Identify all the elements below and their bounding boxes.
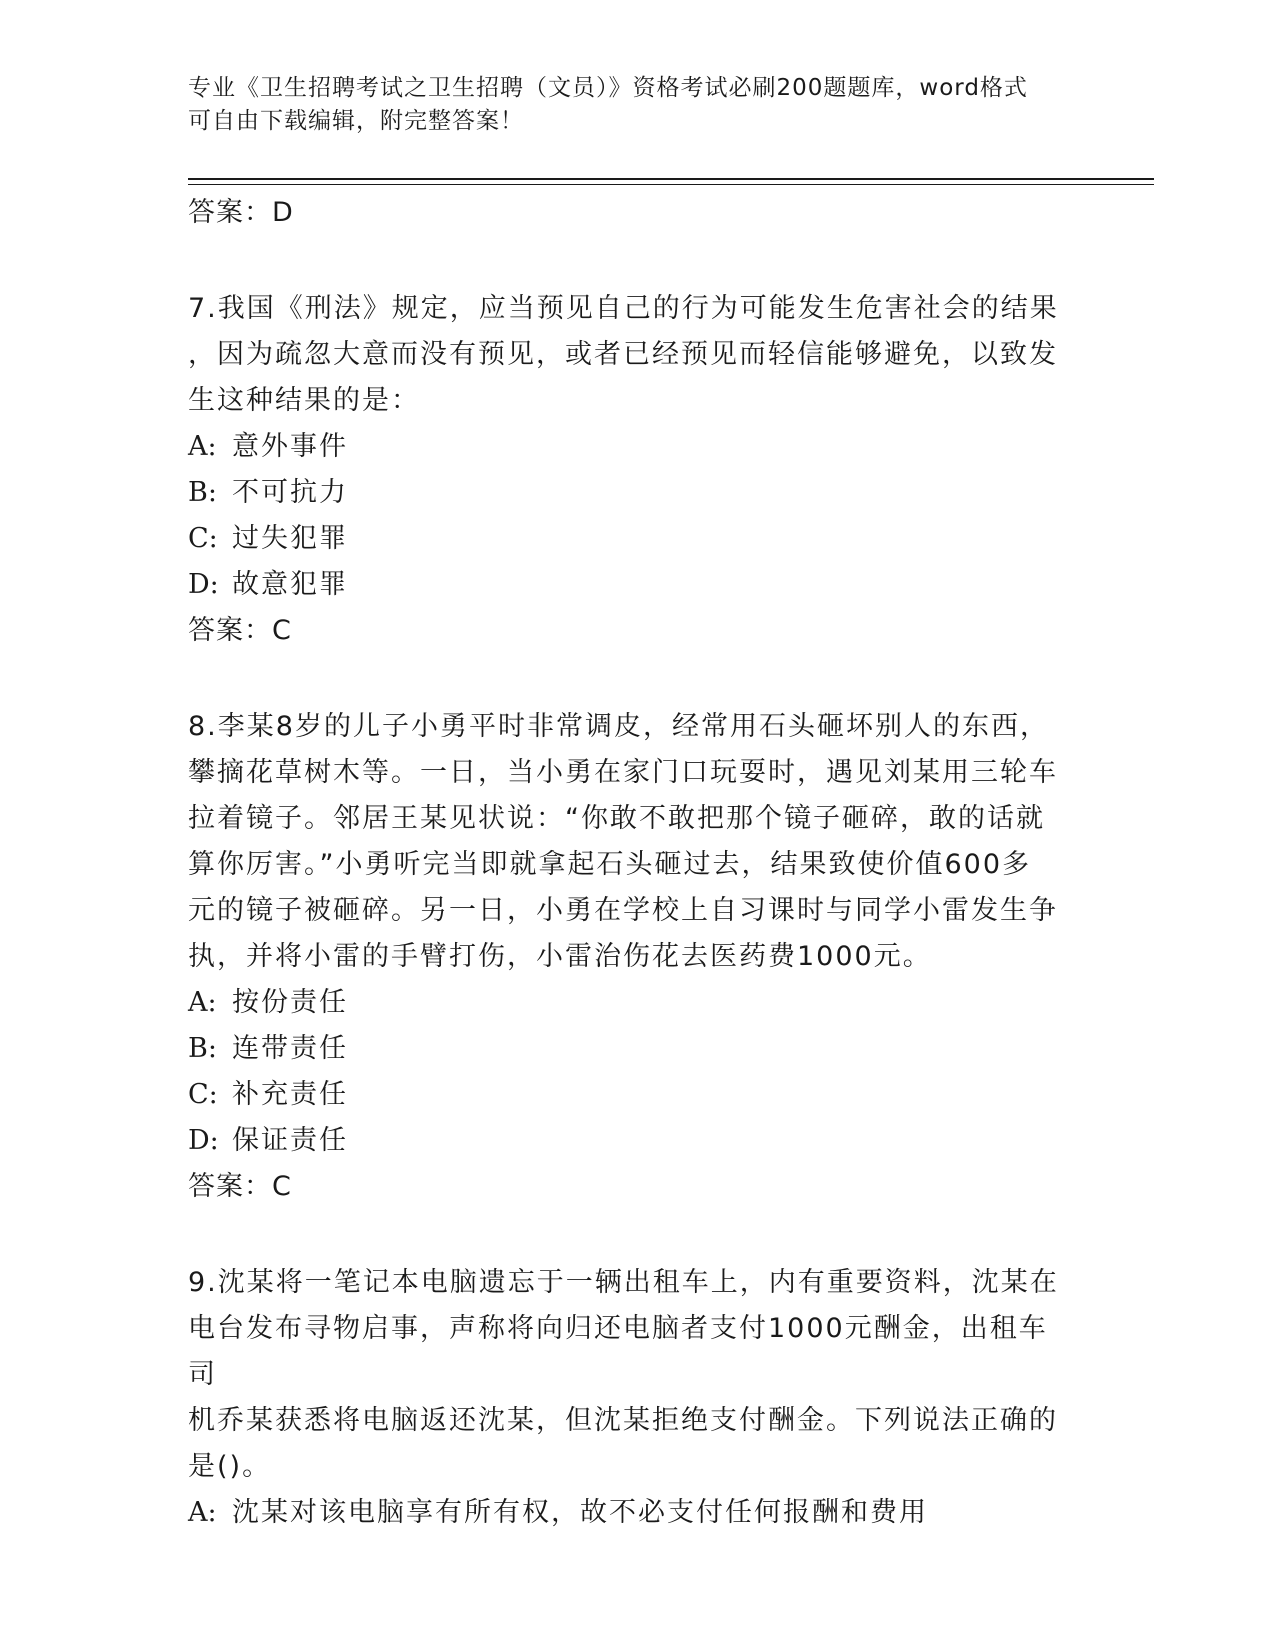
- option-letter: A:: [188, 1497, 217, 1528]
- question-line: 攀摘花草树木等。一日，当小勇在家门口玩耍时，遇见刘某用三轮车: [188, 757, 1058, 788]
- question-line: 机乔某获悉将电脑返还沈某，但沈某拒绝支付酬金。下列说法正确的: [188, 1405, 1058, 1436]
- question-line: 算你厉害。”小勇听完当即就拿起石头砸过去，结果致使价值600多: [188, 849, 1032, 880]
- question-line: 7.我国《刑法》规定，应当预见自己的行为可能发生危害社会的结果: [188, 293, 1059, 324]
- question-line: 执，并将小雷的手臂打伤，小雷治伤花去医药费1000元。: [188, 941, 932, 972]
- option-a: [188, 1490, 1068, 1536]
- option-text: 连带责任: [232, 1033, 348, 1064]
- option-text: 保证责任: [232, 1125, 348, 1156]
- option-d: [188, 1118, 1068, 1164]
- question-line: 拉着镜子。邻居王某见状说：“你敢不敢把那个镜子砸碎，敢的话就: [188, 803, 1045, 834]
- question-7: [188, 286, 1068, 654]
- answer-line: 答案：C: [188, 615, 292, 646]
- header-line-1: 专业《卫生招聘考试之卫生招聘（文员）》资格考试必刷200题题库，word格式: [188, 75, 1028, 101]
- option-text: 沈某对该电脑享有所有权，故不必支付任何报酬和费用: [232, 1497, 928, 1528]
- option-c: [188, 1072, 1068, 1118]
- question-line: 8.李某8岁的儿子小勇平时非常调皮，经常用石头砸坏别人的东西，: [188, 711, 1049, 742]
- option-letter: D:: [188, 1125, 219, 1156]
- option-text: 意外事件: [232, 431, 348, 462]
- option-letter: B:: [188, 477, 217, 508]
- answer-line: 答案：D: [188, 197, 294, 228]
- option-b: [188, 470, 1068, 516]
- option-c: [188, 516, 1068, 562]
- question-line: 生这种结果的是：: [188, 385, 420, 416]
- option-letter: C:: [188, 523, 218, 554]
- question-line: 元的镜子被砸碎。另一日，小勇在学校上自习课时与同学小雷发生争: [188, 895, 1058, 926]
- option-letter: B:: [188, 1033, 217, 1064]
- question-line: 电台发布寻物启事，声称将向归还电脑者支付1000元酬金，出租车司: [188, 1313, 1048, 1390]
- header-divider-thin: [188, 184, 1154, 185]
- document-body: [188, 190, 1068, 1536]
- option-text: 补充责任: [232, 1079, 348, 1110]
- option-letter: C:: [188, 1079, 218, 1110]
- question-line: 是()。: [188, 1451, 272, 1482]
- option-letter: A:: [188, 431, 217, 462]
- document-header: [188, 72, 1068, 138]
- question-line: ，因为疏忽大意而没有预见，或者已经预见而轻信能够避免，以致发: [188, 339, 1058, 370]
- option-text: 故意犯罪: [232, 569, 348, 600]
- option-letter: D:: [188, 569, 219, 600]
- question-text: [188, 1260, 1068, 1490]
- option-text: 按份责任: [232, 987, 348, 1018]
- option-text: 不可抗力: [232, 477, 348, 508]
- question-line: 9.沈某将一笔记本电脑遗忘于一辆出租车上，内有重要资料，沈某在: [188, 1267, 1059, 1298]
- option-a: [188, 980, 1068, 1026]
- option-a: [188, 424, 1068, 470]
- option-text: 过失犯罪: [232, 523, 348, 554]
- option-letter: A:: [188, 987, 217, 1018]
- option-d: [188, 562, 1068, 608]
- answer-line: 答案：C: [188, 1171, 292, 1202]
- header-line-2: 可自由下载编辑，附完整答案！: [188, 108, 524, 134]
- question-8: [188, 704, 1068, 1210]
- question-text: [188, 286, 1068, 424]
- header-divider-thick: [188, 178, 1154, 180]
- option-b: [188, 1026, 1068, 1072]
- question-9: [188, 1260, 1068, 1536]
- question-text: [188, 704, 1068, 980]
